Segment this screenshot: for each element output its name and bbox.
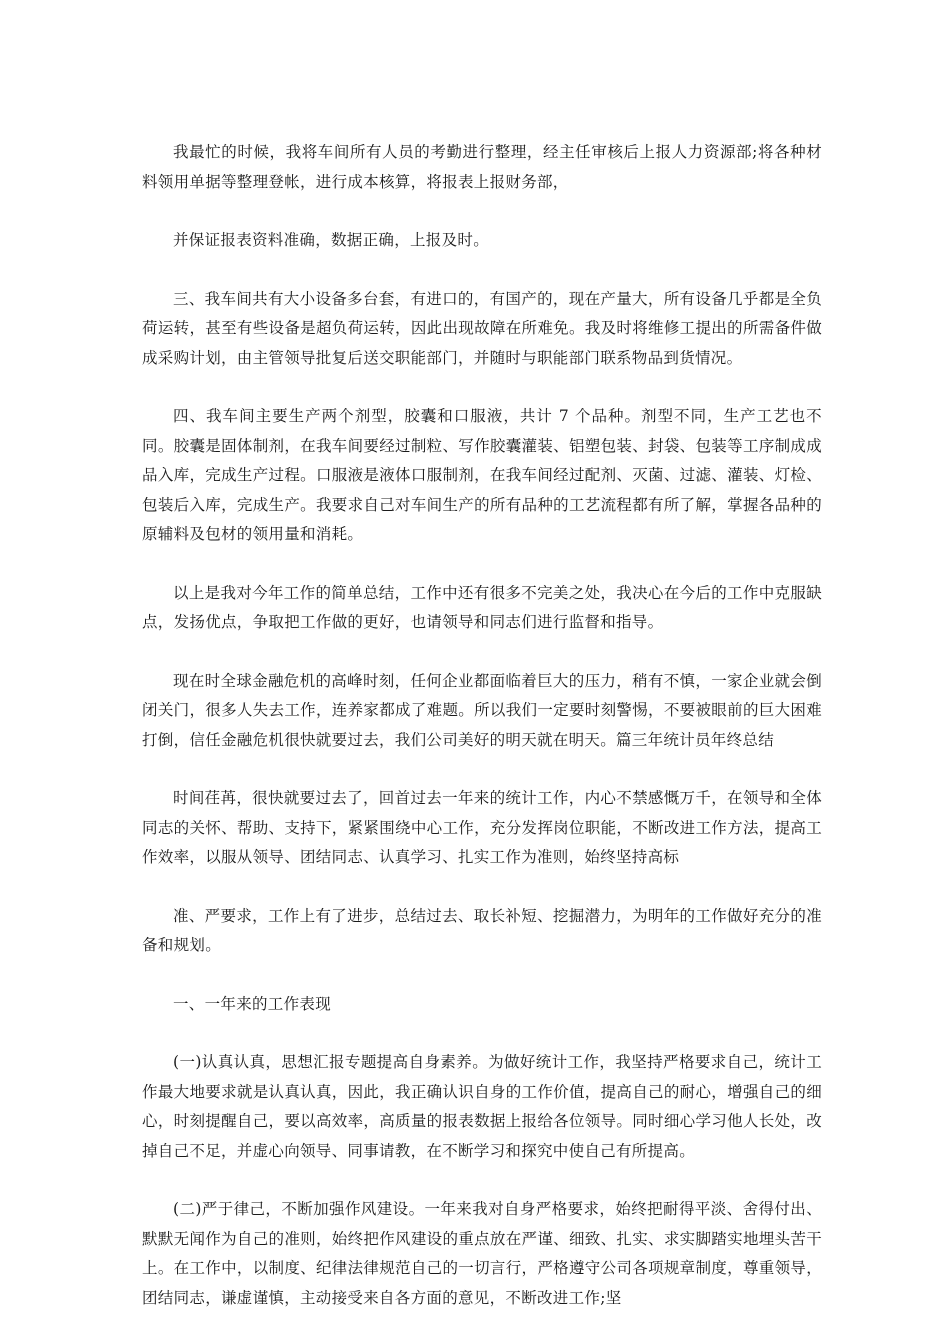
paragraph-statistician-intro: 时间荏苒，很快就要过去了，回首过去一年来的统计工作，内心不禁感慨万千，在领导和全体同志的关怀、帮助、支持下，紧紧围绕中心工作，充分发挥岗位职能，不断改进工作方法，提高工作效率，以服从领导、团结同志、认真学习、扎实工作为准则，始终坚持高标 bbox=[142, 789, 822, 866]
paragraph-statistician-intro-cont: 准、严要求，工作上有了进步，总结过去、取长补短、挖掘潜力，为明年的工作做好充分的准备和规划。 bbox=[142, 906, 822, 954]
section-heading-work-performance: 一、一年来的工作表现 bbox=[173, 994, 332, 1013]
paragraph-production-process: 四、我车间主要生产两个剂型，胶囊和口服液，共计 7 个品种。剂型不同，生产工艺也不同。胶囊是固体制剂，在我车间要经过制粒、写作胶囊灌装、铝塑包装、封袋、包装等工序制成成品入库，完成生产过程。口服液是液体口服制剂，在我车间经过配剂、灭菌、过滤、灌装、灯检、包装后入库，完成生产。我要求自己对车间生产的所有品种的工艺流程都有所了解，掌握各品种的原辅料及包材的领用量和消耗。 bbox=[142, 407, 822, 543]
paragraph-attendance-reporting: 我最忙的时候，我将车间所有人员的考勤进行整理，经主任审核后上报人力资源部;将各种材料领用单据等整理登帐，进行成本核算，将报表上报财务部， bbox=[142, 143, 822, 191]
paragraph-equipment-maintenance: 三、我车间共有大小设备多台套，有进口的，有国产的，现在产量大，所有设备几乎都是全负荷运转，甚至有些设备是超负荷运转，因此出现故障在所难免。我及时将维修工提出的所需备件做成采购计划，由主管领导批复后送交职能部门，并随时与职能部门联系物品到货情况。 bbox=[142, 289, 822, 367]
paragraph-report-accuracy: 并保证报表资料准确，数据正确，上报及时。 bbox=[173, 231, 490, 249]
paragraph-financial-crisis: 现在时全球金融危机的高峰时刻，任何企业都面临着巨大的压力，稍有不慎，一家企业就会倒闭关门，很多人失去工作，连养家都成了难题。所以我们一定要时刻警惕，不要被眼前的巨大困难打倒，信任金融危机很快就要过去，我们公司美好的明天就在明天。篇三年统计员年终总结 bbox=[142, 671, 822, 749]
paragraph-point-one: (一)认真认真，思想汇报专题提高自身素养。为做好统计工作，我坚持严格要求自己，统计工作最大地要求就是认真认真，因此，我正确认识自身的工作价值，提高自己的耐心，增强自己的细心，时刻提醒自己，要以高效率，高质量的报表数据上报给各位领导。同时细心学习他人长处，改掉自己不足，并虚心向领导、同事请教，在不断学习和探究中使自己有所提高。 bbox=[142, 1053, 822, 1160]
paragraph-point-two: (二)严于律己，不断加强作风建设。一年来我对自身严格要求，始终把耐得平淡、舍得付出、默默无闻作为自己的准则，始终把作风建设的重点放在严谨、细致、扎实、求实脚踏实地埋头苦干上。在工作中，以制度、纪律法律规范自己的一切言行，严格遵守公司各项规章制度，尊重领导，团结同志，谦虚谨慎，主动接受来自各方面的意见，不断改进工作;坚 bbox=[142, 1200, 822, 1307]
paragraph-summary-conclusion: 以上是我对今年工作的简单总结，工作中还有很多不完美之处，我决心在今后的工作中克服缺点，发扬优点，争取把工作做的更好，也请领导和同志们进行监督和指导。 bbox=[142, 583, 822, 631]
